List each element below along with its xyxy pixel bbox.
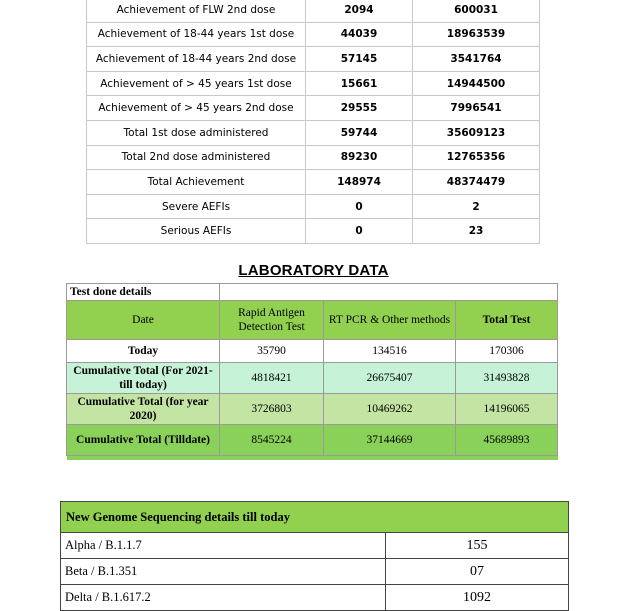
rtpcr-value: 37144669 — [324, 425, 456, 456]
cumulative-value: 7996541 — [413, 96, 540, 121]
today-value: 15661 — [306, 71, 413, 96]
total-value: 170306 — [456, 340, 558, 363]
rapid-value: 35790 — [220, 340, 324, 363]
cumulative-value: 23 — [413, 219, 540, 244]
table-row — [87, 47, 540, 72]
row-label: Serious AEFIs — [87, 219, 306, 244]
today-value: 44039 — [306, 22, 413, 47]
table-row — [87, 22, 540, 47]
cumulative-value: 14944500 — [413, 71, 540, 96]
header-rtpcr: RT PCR & Other methods — [324, 301, 456, 340]
lab-header-row — [67, 301, 558, 340]
cumulative-value: 3541764 — [413, 47, 540, 72]
row-label: Total Achievement — [87, 170, 306, 195]
rapid-value: 3726803 — [220, 394, 324, 425]
row-label: Today — [67, 340, 220, 363]
today-value: 148974 — [306, 170, 413, 195]
table-row — [67, 363, 558, 394]
today-value: 89230 — [306, 145, 413, 170]
cumulative-value: 48374479 — [413, 170, 540, 195]
caption-blank — [220, 284, 558, 301]
row-label: Achievement of 18-44 years 2nd dose — [87, 47, 306, 72]
today-value: 0 — [306, 219, 413, 244]
cumulative-value: 12765356 — [413, 145, 540, 170]
genome-table — [60, 501, 569, 611]
table-row — [87, 96, 540, 121]
today-value: 57145 — [306, 47, 413, 72]
total-value: 14196065 — [456, 394, 558, 425]
variant-name: Beta / B.1.351 — [61, 559, 386, 585]
cumulative-value: 2 — [413, 194, 540, 219]
rtpcr-value: 26675407 — [324, 363, 456, 394]
rtpcr-value: 10469262 — [324, 394, 456, 425]
table-row — [61, 559, 569, 585]
row-label: Total 2nd dose administered — [87, 145, 306, 170]
variant-count: 155 — [386, 533, 569, 559]
footer-fill — [67, 456, 558, 461]
row-label: Cumulative Total (for year 2020) — [67, 394, 220, 425]
today-value: 0 — [306, 194, 413, 219]
lab-caption-row — [67, 284, 558, 301]
table-row — [67, 425, 558, 456]
table-row — [67, 340, 558, 363]
header-date: Date — [67, 301, 220, 340]
table-row — [67, 394, 558, 425]
today-value: 29555 — [306, 96, 413, 121]
variant-count: 1092 — [386, 585, 569, 611]
lab-section-title: LABORATORY DATA — [238, 262, 389, 279]
row-label: Achievement of FLW 2nd dose — [87, 0, 306, 22]
today-value: 2094 — [306, 0, 413, 22]
lab-table — [66, 283, 558, 460]
rapid-value: 8545224 — [220, 425, 324, 456]
row-label: Achievement of 18-44 years 1st dose — [87, 22, 306, 47]
table-row — [87, 71, 540, 96]
variant-count: 07 — [386, 559, 569, 585]
header-rapid: Rapid Antigen Detection Test — [220, 301, 324, 340]
variant-name: Alpha / B.1.1.7 — [61, 533, 386, 559]
cumulative-value: 600031 — [413, 0, 540, 22]
genome-title: New Genome Sequencing details till today — [61, 502, 569, 533]
total-value: 45689893 — [456, 425, 558, 456]
row-label: Achievement of > 45 years 2nd dose — [87, 96, 306, 121]
row-label: Severe AEFIs — [87, 194, 306, 219]
rtpcr-value: 134516 — [324, 340, 456, 363]
table-row — [87, 170, 540, 195]
table-row — [87, 0, 540, 22]
table-row — [61, 585, 569, 611]
table-row — [87, 194, 540, 219]
variant-name: Delta / B.1.617.2 — [61, 585, 386, 611]
header-total: Total Test — [456, 301, 558, 340]
lab-caption: Test done details — [67, 284, 220, 301]
today-value: 59744 — [306, 120, 413, 145]
table-row — [61, 533, 569, 559]
genome-header-row — [61, 502, 569, 533]
table-row — [87, 145, 540, 170]
cumulative-value: 35609123 — [413, 120, 540, 145]
vaccination-table — [86, 0, 540, 244]
cumulative-value: 18963539 — [413, 22, 540, 47]
row-label: Cumulative Total (For 2021- till today) — [67, 363, 220, 394]
lab-footer-band — [67, 456, 558, 461]
table-row — [87, 120, 540, 145]
row-label: Achievement of > 45 years 1st dose — [87, 71, 306, 96]
total-value: 31493828 — [456, 363, 558, 394]
table-row — [87, 219, 540, 244]
row-label: Cumulative Total (Tilldate) — [67, 425, 220, 456]
rapid-value: 4818421 — [220, 363, 324, 394]
row-label: Total 1st dose administered — [87, 120, 306, 145]
